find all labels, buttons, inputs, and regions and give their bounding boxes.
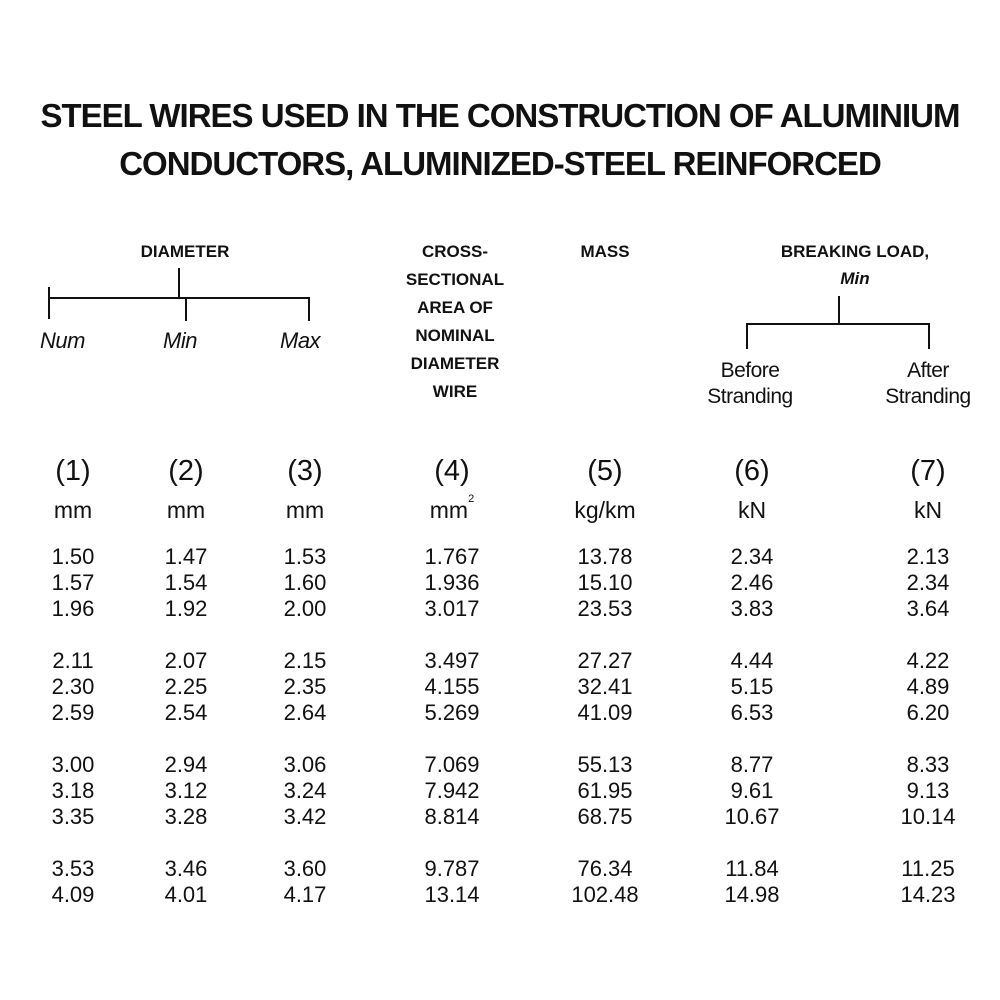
cell-min-diameter: 4.01 <box>164 882 208 907</box>
cell-breaking-load-after: 4.89 <box>906 674 950 699</box>
cell-breaking-load-after: 10.14 <box>900 804 956 829</box>
cell-num-diameter: 2.59 <box>51 700 95 725</box>
column-number-5: (5) <box>587 455 623 487</box>
after-stranding-label: After Stranding <box>885 359 971 408</box>
cell-breaking-load-after: 4.22 <box>906 648 950 673</box>
cell-cross-section-area: 3.017 <box>424 596 480 621</box>
mass-header: MASS <box>580 242 630 261</box>
cell-breaking-load-after: 9.13 <box>906 778 950 803</box>
cell-max-diameter: 1.53 <box>283 544 327 569</box>
cell-max-diameter: 3.60 <box>283 856 327 881</box>
cell-min-diameter: 3.46 <box>164 856 208 881</box>
cell-num-diameter: 1.96 <box>51 596 95 621</box>
breaking-load-min: Min <box>840 269 870 288</box>
cell-cross-section-area: 7.942 <box>424 778 480 803</box>
cell-cross-section-area: 13.14 <box>424 882 480 907</box>
cell-breaking-load-before: 4.44 <box>730 648 774 673</box>
cell-cross-section-area: 5.269 <box>424 700 480 725</box>
column-number-6: (6) <box>734 455 770 487</box>
cell-breaking-load-after: 11.25 <box>901 856 955 881</box>
column-unit-6: kN <box>737 497 767 523</box>
cell-min-diameter: 2.94 <box>164 752 208 777</box>
column-unit-2: mm <box>166 497 206 523</box>
cell-num-diameter: 4.09 <box>51 882 95 907</box>
cell-cross-section-area: 3.497 <box>424 648 480 673</box>
column-number-3: (3) <box>287 455 323 487</box>
cell-cross-section-area: 1.936 <box>424 570 480 595</box>
cell-max-diameter: 3.42 <box>283 804 327 829</box>
cell-min-diameter: 2.07 <box>164 648 208 673</box>
column-number-4: (4) <box>434 455 470 487</box>
column-unit-4: $mm^2$ <box>429 493 475 523</box>
cell-mass: 15.10 <box>577 570 633 595</box>
cell-min-diameter: 3.12 <box>164 778 208 803</box>
cell-min-diameter: 2.54 <box>164 700 208 725</box>
cell-breaking-load-after: 2.13 <box>906 544 950 569</box>
cell-cross-section-area: 9.787 <box>424 856 480 881</box>
cell-breaking-load-before: 8.77 <box>730 752 774 777</box>
cell-breaking-load-before: 11.84 <box>725 856 779 881</box>
cell-breaking-load-before: 3.83 <box>730 596 774 621</box>
cell-num-diameter: 3.00 <box>51 752 95 777</box>
cell-cross-section-area: 4.155 <box>424 674 480 699</box>
cell-max-diameter: 4.17 <box>283 882 327 907</box>
column-unit-1: mm <box>53 497 93 523</box>
cell-breaking-load-after: 3.64 <box>906 596 950 621</box>
cell-mass: 32.41 <box>577 674 633 699</box>
cell-mass: 76.34 <box>577 856 633 881</box>
cell-num-diameter: 3.35 <box>51 804 95 829</box>
cell-breaking-load-after: 6.20 <box>906 700 950 725</box>
cell-mass: 61.95 <box>577 778 633 803</box>
cell-breaking-load-before: 14.98 <box>724 882 780 907</box>
cell-min-diameter: 1.47 <box>164 544 208 569</box>
cell-cross-section-area: 1.767 <box>424 544 480 569</box>
cell-mass: 27.27 <box>577 648 633 673</box>
cell-mass: 23.53 <box>577 596 633 621</box>
breaking-load-header: BREAKING LOAD, <box>780 242 930 261</box>
cell-breaking-load-before: 10.67 <box>724 804 780 829</box>
cell-max-diameter: 1.60 <box>283 570 327 595</box>
cell-mass: 41.09 <box>577 700 633 725</box>
cell-num-diameter: 2.11 <box>52 648 94 673</box>
column-number-1: (1) <box>55 455 91 487</box>
cell-max-diameter: 3.06 <box>283 752 327 777</box>
cell-breaking-load-before: 2.46 <box>730 570 774 595</box>
cell-min-diameter: 2.25 <box>164 674 208 699</box>
column-number-2: (2) <box>168 455 204 487</box>
cell-breaking-load-before: 9.61 <box>730 778 774 803</box>
column-unit-3: mm <box>285 497 325 523</box>
cell-num-diameter: 1.50 <box>51 544 95 569</box>
cell-mass: 13.78 <box>577 544 633 569</box>
cell-breaking-load-after: 2.34 <box>906 570 950 595</box>
column-unit-7: kN <box>913 497 943 523</box>
cell-num-diameter: 2.30 <box>51 674 95 699</box>
column-unit-superscript: 2 <box>468 493 475 505</box>
diameter-sub-min: Min <box>163 328 197 353</box>
diameter-header: DIAMETER <box>140 242 230 261</box>
cell-cross-section-area: 8.814 <box>424 804 480 829</box>
page-title-line-1: STEEL WIRES USED IN THE CONSTRUCTION OF ALUMINIUM <box>40 97 960 134</box>
cell-max-diameter: 3.24 <box>283 778 327 803</box>
cell-breaking-load-before: 2.34 <box>730 544 774 569</box>
cell-max-diameter: 2.15 <box>283 648 327 673</box>
cell-num-diameter: 1.57 <box>51 570 95 595</box>
cross-section-header: CROSS- SECTIONAL AREA OF NOMINAL DIAMETER WIRE <box>405 242 505 401</box>
cell-mass: 68.75 <box>577 804 633 829</box>
page-title-line-2: CONDUCTORS, ALUMINIZED-STEEL REINFORCED <box>119 145 881 182</box>
cell-num-diameter: 3.18 <box>51 778 95 803</box>
cell-breaking-load-after: 8.33 <box>906 752 950 777</box>
before-stranding-label: Before Stranding <box>707 359 793 408</box>
cell-num-diameter: 3.53 <box>51 856 95 881</box>
cell-mass: 55.13 <box>577 752 633 777</box>
cell-breaking-load-before: 6.53 <box>730 700 774 725</box>
cell-mass: 102.48 <box>571 882 639 907</box>
diameter-sub-max: Max <box>280 328 321 353</box>
cell-cross-section-area: 7.069 <box>424 752 480 777</box>
column-unit-5: kg/km <box>574 497 636 523</box>
column-number-7: (7) <box>910 455 946 487</box>
cell-min-diameter: 1.92 <box>164 596 208 621</box>
cell-min-diameter: 3.28 <box>164 804 208 829</box>
cell-breaking-load-before: 5.15 <box>730 674 774 699</box>
cell-breaking-load-after: 14.23 <box>900 882 956 907</box>
cell-min-diameter: 1.54 <box>164 570 208 595</box>
cell-max-diameter: 2.64 <box>283 700 327 725</box>
diameter-sub-num: Num <box>40 328 85 353</box>
cell-max-diameter: 2.35 <box>283 674 327 699</box>
cell-max-diameter: 2.00 <box>283 596 327 621</box>
